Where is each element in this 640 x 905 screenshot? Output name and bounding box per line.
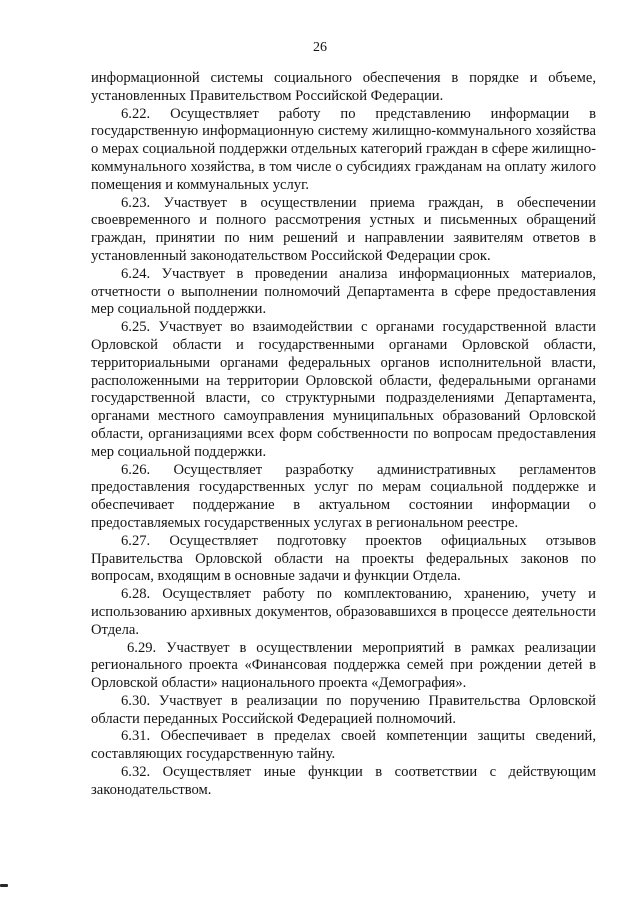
paragraph-6-24: 6.24. Участвует в проведении анализа информационных материалов, отчетности о выполнении полномочий Департамента в сфере предоставления мер социальной поддержки. xyxy=(91,265,596,318)
paragraph-6-23: 6.23. Участвует в осуществлении приема граждан, в обеспечении своевременного и полного рассмотрения устных и письменных обращений граждан, принятии по ним решений и направлении заявителям ответов в установленный законодательством Российской Федерации срок. xyxy=(91,194,596,264)
scan-artifact xyxy=(0,884,8,887)
paragraph-6-26: 6.26. Осуществляет разработку административных регламентов предоставления государственных услуг по мерам социальной поддержке и обеспечивает поддержание в актуальном состоянии информации о предоставляемых государственных услугах в региональном реестре. xyxy=(91,461,596,531)
paragraph-6-30: 6.30. Участвует в реализации по поручению Правительства Орловской области переданных Российской Федерацией полномочий. xyxy=(91,692,596,727)
paragraph-6-22: 6.22. Осуществляет работу по представлению информации в государственную информационную систему жилищно-коммунального хозяйства о мерах социальной поддержки отдельных категорий граждан в сфере жилищно-коммунального хозяйства, в том числе о субсидиях гражданам на оплату жилого помещения и коммунальных услуг. xyxy=(91,105,596,193)
paragraph-6-29: 6.29. Участвует в осуществлении мероприятий в рамках реализации регионального проекта «Финансовая поддержка семей при рождении детей в Орловской области» национального проекта «Демография». xyxy=(91,639,596,692)
page-number: 26 xyxy=(313,40,327,55)
paragraph-continuation: информационной системы социального обеспечения в порядке и объеме, установленных Правительством Российской Федерации. xyxy=(91,70,596,104)
paragraph-6-25: 6.25. Участвует во взаимодействии с органами государственной власти Орловской области и государственными органами Орловской области, территориальными органами федеральных органов исполнительной власти, расположенными на территории Орловской области, федеральными органами государственной власти, со структурными подразделениями Департамента, органами местного самоуправления муниципальных образований Орловской области, организациями всех форм собственности по вопросам предоставления мер социальной поддержки. xyxy=(91,319,596,460)
paragraph-6-32: 6.32. Осуществляет иные функции в соответствии с действующим законодательством. xyxy=(91,764,596,798)
paragraph-6-28: 6.28. Осуществляет работу по комплектованию, хранению, учету и использованию архивных документов, образовавшихся в процессе деятельности Отдела. xyxy=(91,586,596,638)
paragraph-6-31: 6.31. Обеспечивает в пределах своей компетенции защиты сведений, составляющих государственную тайну. xyxy=(91,728,596,763)
document-body xyxy=(91,70,596,800)
paragraph-6-27: 6.27. Осуществляет подготовку проектов официальных отзывов Правительства Орловской области на проекты федеральных законов по вопросам, входящим в основные задачи и функции Отдела. xyxy=(91,532,596,585)
